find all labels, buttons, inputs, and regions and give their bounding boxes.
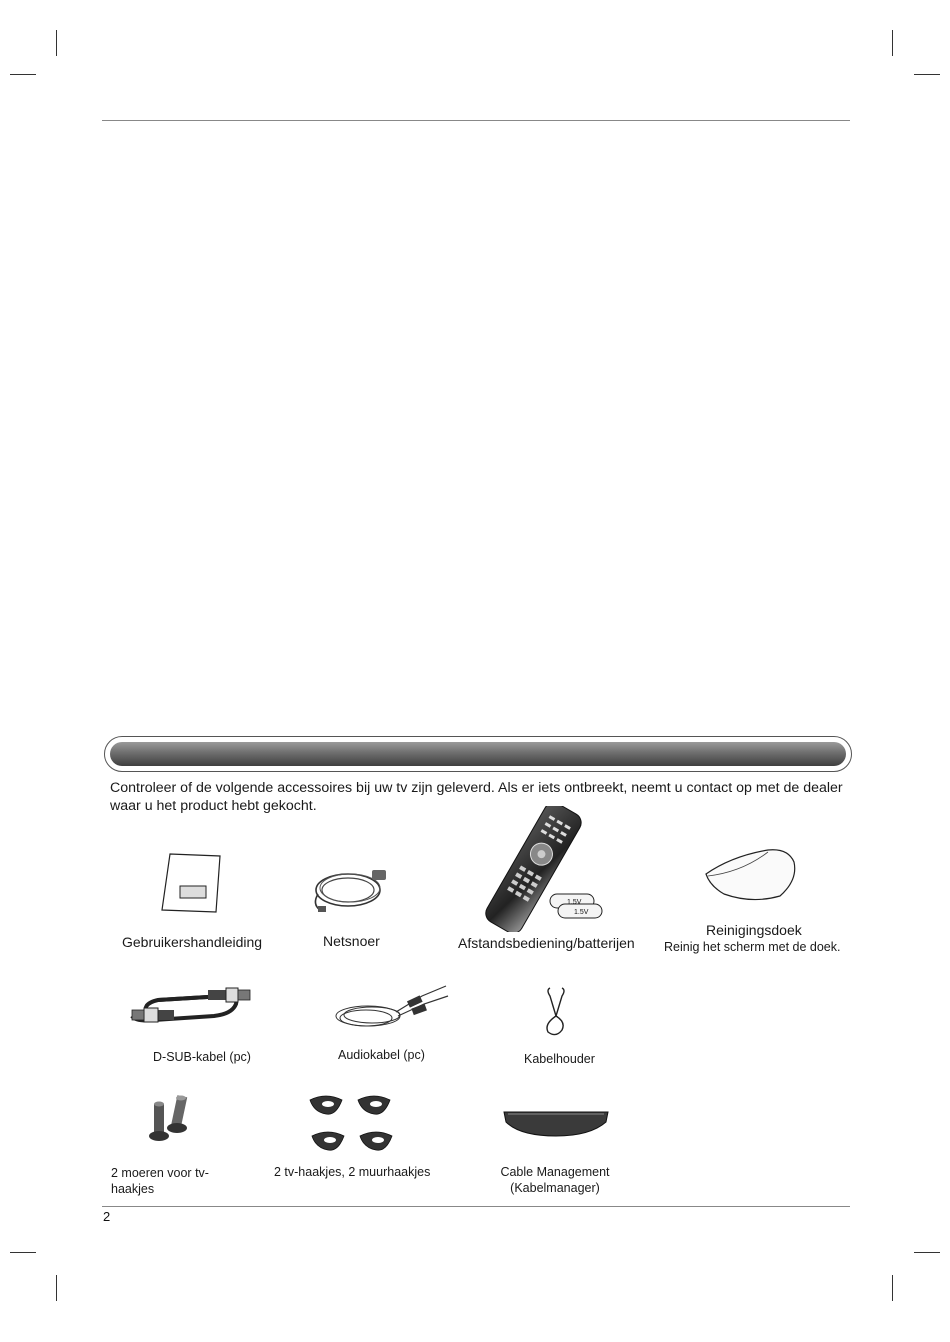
bolts-image (144, 1092, 194, 1148)
cleaning-cloth-note: Reinig het scherm met de doek. (664, 940, 841, 954)
cable-management-label (492, 1164, 618, 1196)
bolts-label (111, 1165, 241, 1197)
manual-label: Gebruikershandleiding (122, 934, 263, 950)
cable-holder-label: Kabelhouder (524, 1052, 595, 1066)
section-banner (104, 736, 852, 772)
battery-label: 1.5V (574, 909, 589, 916)
crop-mark (56, 30, 57, 56)
cleaning-cloth-label: Reinigingsdoek (706, 922, 802, 938)
cable-holder-image (536, 986, 576, 1038)
remote-label: Afstandsbediening/batterijen (458, 935, 635, 951)
power-cord-image (308, 860, 398, 916)
cable-management-image (500, 1106, 612, 1138)
battery-label: 1.5V (567, 899, 582, 906)
crop-mark (892, 30, 893, 56)
audio-cable-image (330, 982, 450, 1032)
cable-management-label-line1: Cable Management (500, 1165, 610, 1179)
manual-image (158, 852, 224, 916)
crop-mark (914, 1252, 940, 1253)
power-cord-label: Netsnoer (323, 933, 380, 949)
dsub-cable-label: D-SUB-kabel (pc) (153, 1050, 251, 1064)
crop-mark (56, 1275, 57, 1301)
section-banner-bar (110, 742, 846, 766)
intro-text: Controleer of de volgende accessoires bij uw tv zijn geleverd. Als er iets ontbreekt, neemt u contact op met de dealer waar u het product hebt gekocht. (110, 780, 843, 814)
cleaning-cloth-image (702, 846, 802, 904)
top-rule (102, 120, 850, 121)
cable-management-label-line2: (Kabelmanager) (510, 1181, 600, 1195)
crop-mark (914, 74, 940, 75)
audio-cable-label: Audiokabel (pc) (338, 1048, 425, 1062)
crop-mark (10, 74, 36, 75)
crop-mark (10, 1252, 36, 1253)
brackets-image (306, 1092, 398, 1154)
dsub-cable-image (128, 984, 264, 1028)
crop-mark (892, 1275, 893, 1301)
bolts-label-text: 2 moeren voor tv-haakjes (111, 1166, 209, 1196)
battery-icon (550, 894, 602, 918)
bottom-rule (102, 1206, 850, 1207)
page-number: 2 (103, 1209, 111, 1224)
remote-control-image (470, 806, 630, 932)
brackets-label: 2 tv-haakjes, 2 muurhaakjes (274, 1165, 431, 1179)
